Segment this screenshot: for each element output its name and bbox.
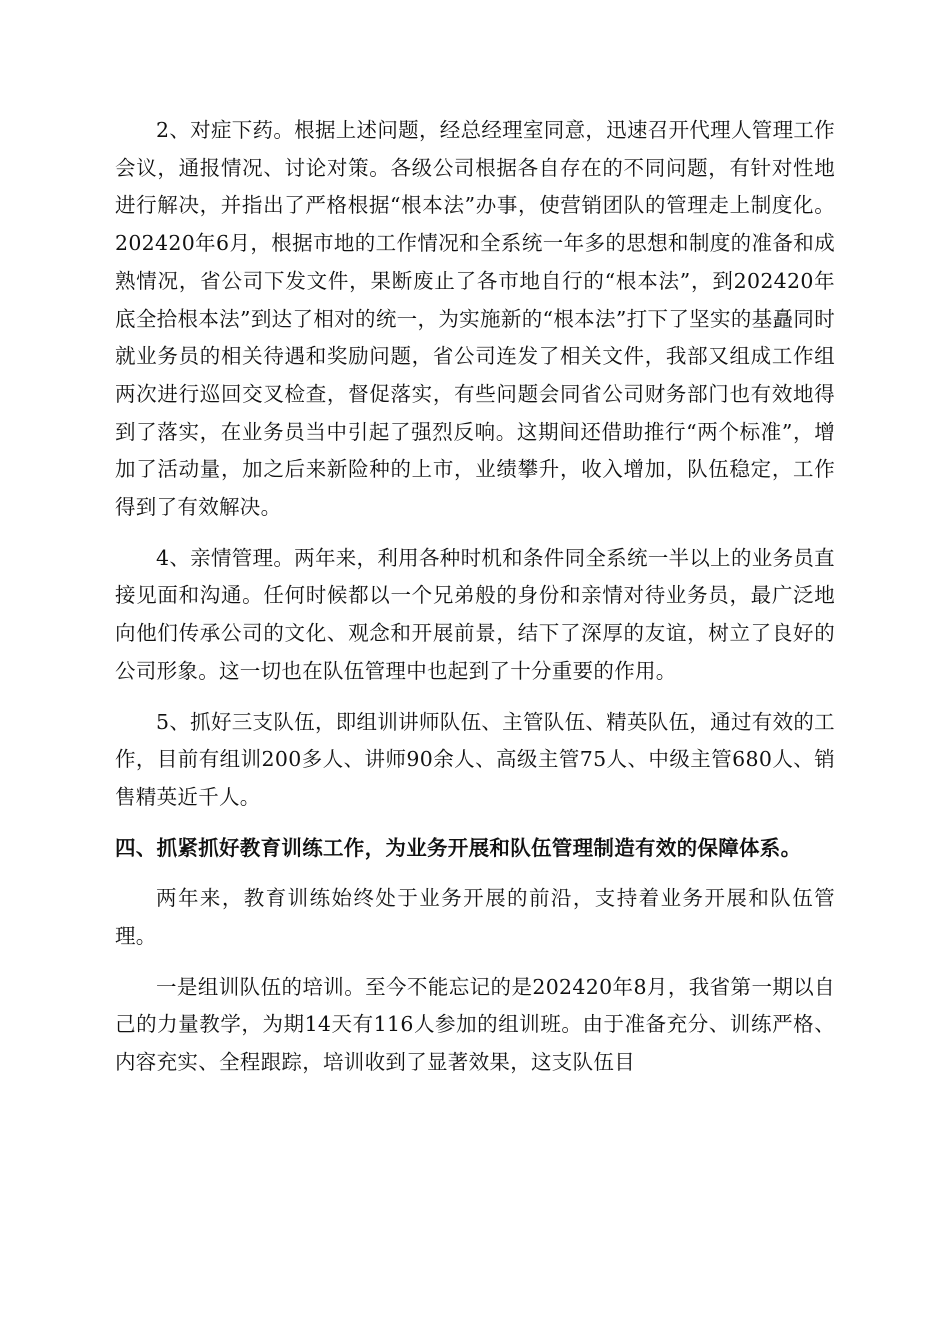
section-heading-education-training: 四、抓紧抓好教育训练工作，为业务开展和队伍管理制造有效的保障体系。: [115, 835, 802, 860]
paragraph-training-overview: 两年来，教育训练始终处于业务开展的前沿，支持着业务开展和队伍管理。: [115, 886, 835, 949]
paragraph-three-teams: 5、抓好三支队伍，即组训讲师队伍、主管队伍、精英队伍，通过有效的工作，目前有组训200多人、讲师90余人、高级主管75人、中级主管680人、销售精英近千人。: [115, 709, 835, 809]
document-body: [115, 112, 835, 1095]
paragraph-affection-management: 4、亲情管理。两年来，利用各种时机和条件同全系统一半以上的业务员直接见面和沟通。任何时候都以一个兄弟般的身份和亲情对待业务员，最广泛地向他们传承公司的文化、观念和开展前景，结下了深厚的友谊，树立了良好的公司形象。这一切也在队伍管理中也起到了十分重要的作用。: [115, 545, 835, 683]
paragraph-trainer-team-training: 一是组训队伍的培训。至今不能忘记的是202420年8月，我省第一期以自己的力量教学，为期14天有116人参加的组训班。由于准备充分、训练严格、内容充实、全程跟踪，培训收到了显著效果，这支队伍目: [115, 974, 835, 1075]
paragraph-countermeasures: 2、对症下药。根据上述问题，经总经理室同意，迅速召开代理人管理工作会议，通报情况、讨论对策。各级公司根据各自存在的不同问题，有针对性地进行解决，并指出了严格根据“根本法”办事，使营销团队的管理走上制度化。202420年6月，根据市地的工作情况和全系统一年多的思想和制度的准备和成熟情况，省公司下发文件，果断废止了各市地自行的“根本法”，到202420年底全拾根本法”到达了相对的统一，为实施新的“根本法”打下了坚实的基矗同时就业务员的相关待遇和奖励问题，省公司连发了相关文件，我部又组成工作组两次进行巡回交叉检查，督促落实，有些问题会同省公司财务部门也有效地得到了落实，在业务员当中引起了强烈反响。这期间还借助推行“两个标准”，增加了活动量，加之后来新险种的上市，业绩攀升，收入增加，队伍稳定，工作得到了有效解决。: [115, 118, 835, 520]
